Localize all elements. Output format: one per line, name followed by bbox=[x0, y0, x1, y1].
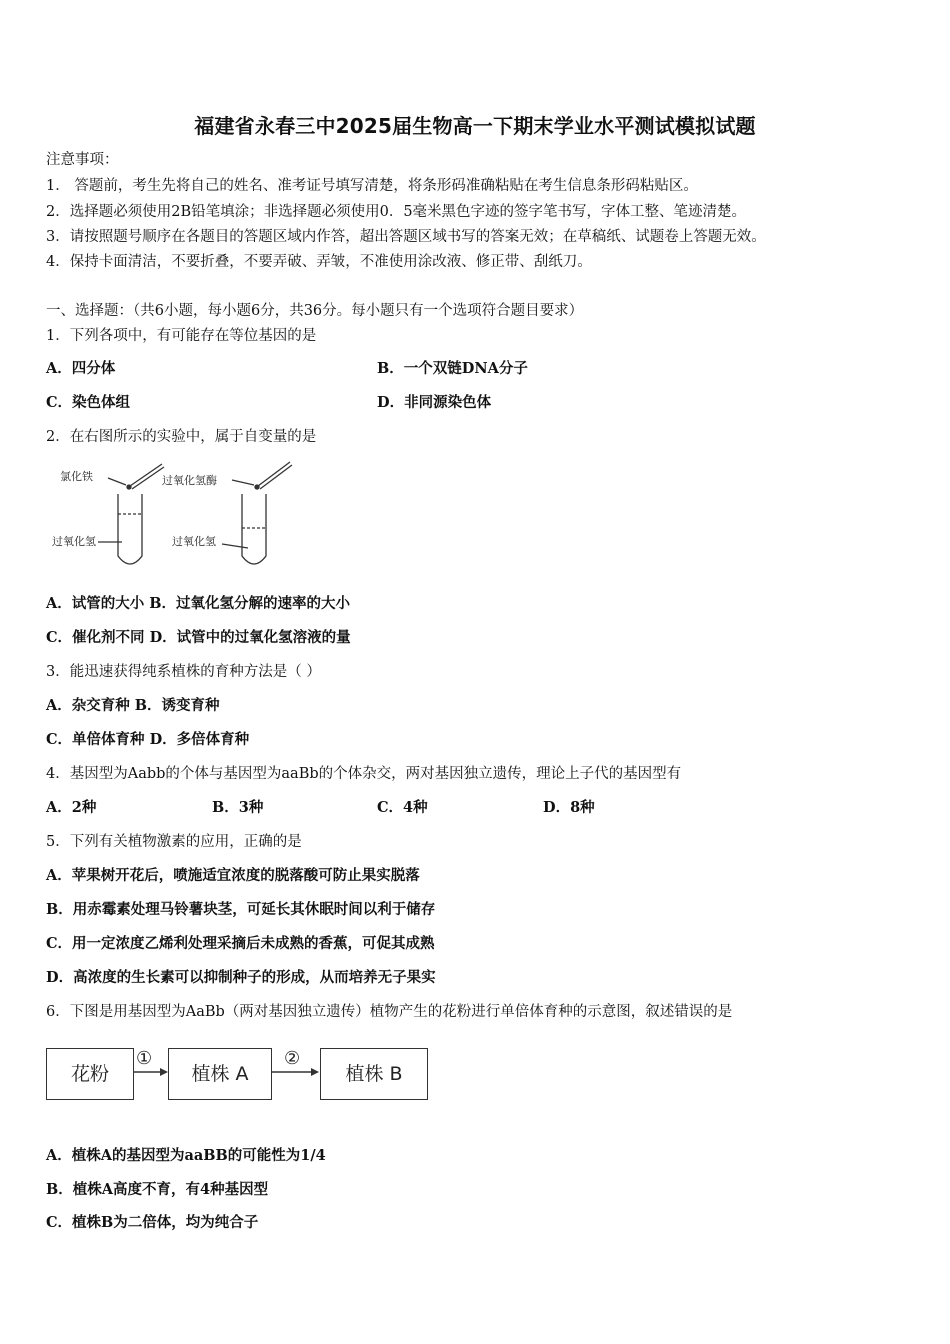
question-4-option-b: B．3种 bbox=[212, 799, 264, 816]
question-3-options-ab: A．杂交育种 B．诱变育种 bbox=[46, 697, 220, 714]
question-4-option-d: D．8种 bbox=[543, 799, 595, 816]
test-tube-figure bbox=[46, 456, 306, 581]
question-1-stem: 1．下列各项中，有可能存在等位基因的是 bbox=[46, 328, 317, 344]
question-2-stem: 2．在右图所示的实验中，属于自变量的是 bbox=[46, 429, 317, 445]
question-4-option-a: A．2种 bbox=[46, 799, 97, 816]
notice-item-2: 2．选择题必须使用2B铅笔填涂；非选择题必须使用0．5毫米黑色字迹的签字笔书写，字体工整、笔迹清楚。 bbox=[46, 204, 747, 220]
notice-item-3: 3．请按照题号顺序在各题目的答题区域内作答，超出答题区域书写的答案无效；在草稿纸、试题卷上答题无效。 bbox=[46, 229, 766, 245]
question-6-option-a: A．植株A的基因型为aaBB的可能性为1/4 bbox=[46, 1147, 326, 1164]
flow-arrows bbox=[130, 1040, 330, 1100]
question-5-option-b: B．用赤霉素处理马铃薯块茎，可延长其休眠时间以利于储存 bbox=[46, 901, 436, 918]
section-heading: 一、选择题：（共6小题，每小题6分，共36分。每小题只有一个选项符合题目要求） bbox=[46, 303, 584, 319]
label-hydrogen-peroxide-left: 过氧化氢 bbox=[52, 535, 96, 548]
question-4-option-c: C．4种 bbox=[377, 799, 428, 816]
question-6-option-b: B．植株A高度不育，有4种基因型 bbox=[46, 1181, 269, 1198]
question-1-option-c: C．染色体组 bbox=[46, 394, 131, 411]
page-title: 福建省永春三中2025届生物高一下期末学业水平测试模拟试题 bbox=[194, 114, 756, 138]
question-2-options-cd: C．催化剂不同 D．试管中的过氧化氢溶液的量 bbox=[46, 629, 351, 646]
notice-heading: 注意事项： bbox=[46, 152, 119, 168]
question-5-stem: 5．下列有关植物激素的应用，正确的是 bbox=[46, 834, 302, 850]
question-3-stem: 3．能迅速获得纯系植株的育种方法是（ ） bbox=[46, 664, 321, 680]
flow-step-1: ① bbox=[136, 1048, 153, 1069]
flow-box-pollen: 花粉 bbox=[46, 1048, 134, 1100]
question-3-options-cd: C．单倍体育种 D．多倍体育种 bbox=[46, 731, 250, 748]
question-1-option-a: A．四分体 bbox=[46, 360, 116, 377]
label-hydrogen-peroxide-right: 过氧化氢 bbox=[172, 535, 216, 548]
notice-item-4: 4．保持卡面清洁，不要折叠，不要弄破、弄皱，不准使用涂改液、修正带、刮纸刀。 bbox=[46, 254, 592, 270]
flow-box-plant-b: 植株 B bbox=[320, 1048, 428, 1100]
label-catalase: 过氧化氢酶 bbox=[162, 474, 217, 487]
question-1-option-b: B．一个双链DNA分子 bbox=[377, 360, 528, 377]
question-2-options-ab: A．试管的大小 B．过氧化氢分解的速率的大小 bbox=[46, 595, 351, 612]
question-5-option-d: D．高浓度的生长素可以抑制种子的形成，从而培养无子果实 bbox=[46, 969, 436, 986]
question-1-option-d: D．非同源染色体 bbox=[377, 394, 492, 411]
question-5-option-a: A．苹果树开花后，喷施适宜浓度的脱落酸可防止果实脱落 bbox=[46, 867, 420, 884]
label-ferric-chloride: 氯化铁 bbox=[60, 470, 93, 483]
question-6-stem: 6．下图是用基因型为AaBb（两对基因独立遗传）植物产生的花粉进行单倍体育种的示意图，叙述错误的是 bbox=[46, 1004, 733, 1020]
question-4-stem: 4．基因型为Aabb的个体与基因型为aaBb的个体杂交，两对基因独立遗传，理论上子代的基因型有 bbox=[46, 766, 682, 782]
question-5-option-c: C．用一定浓度乙烯利处理采摘后未成熟的香蕉，可促其成熟 bbox=[46, 935, 435, 952]
question-6-option-c: C．植株B为二倍体，均为纯合子 bbox=[46, 1214, 259, 1231]
notice-item-1: 1． 答题前，考生先将自己的姓名、准考证号填写清楚，将条形码准确粘贴在考生信息条形码粘贴区。 bbox=[46, 178, 698, 194]
flow-step-2: ② bbox=[284, 1048, 301, 1069]
flow-box-plant-a: 植株 A bbox=[168, 1048, 272, 1100]
